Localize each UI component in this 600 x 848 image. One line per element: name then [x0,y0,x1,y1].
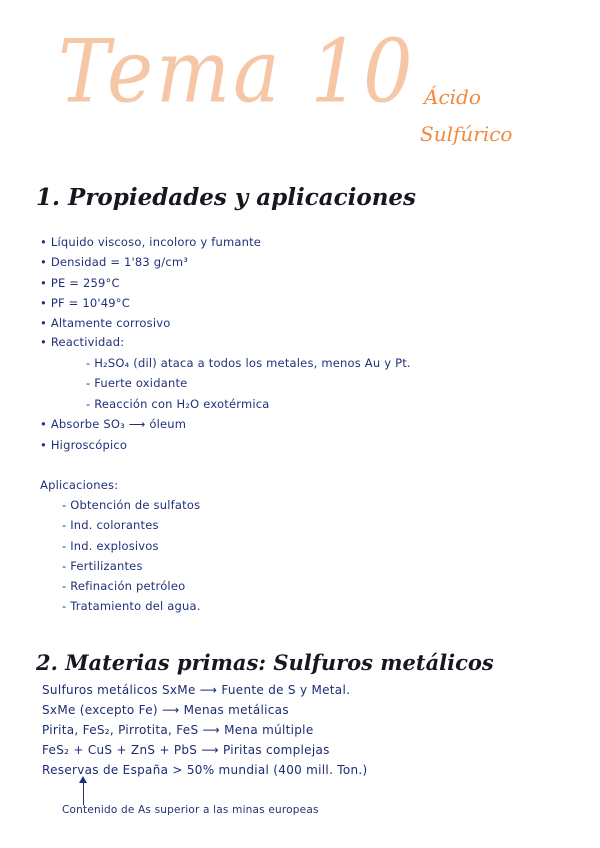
reactivity-subitem: - H₂SO₄ (dil) ataca a todos los metales, menos Au y Pt. [86,356,411,370]
section-2-heading: 2. Materias primas: Sulfuros metálicos [36,650,494,675]
property-item: • Densidad = 1'83 g/cm³ [40,255,189,269]
application-item: - Refinación petróleo [62,579,186,593]
raw-material-line: SxMe (excepto Fe) ⟶ Menas metálicas [42,703,289,717]
application-item: - Obtención de sulfatos [62,498,201,512]
applications-label: Aplicaciones: [40,478,119,492]
application-item: - Fertilizantes [62,559,143,573]
property-item: • Absorbe SO₃ ⟶ óleum [40,417,187,431]
subtitle-line-1: Ácido [424,85,481,109]
application-item: - Ind. colorantes [62,518,159,532]
section-1-heading: 1. Propiedades y aplicaciones [36,184,417,211]
raw-material-line: FeS₂ + CuS + ZnS + PbS ⟶ Piritas complejas [42,743,330,757]
footnote: Contenido de As superior a las minas europeas [62,804,319,816]
application-item: - Tratamiento del agua. [62,599,201,613]
property-item: • Líquido viscoso, incoloro y fumante [40,235,262,249]
property-item: • PF = 10'49°C [40,296,130,310]
raw-material-line: Reservas de España > 50% mundial (400 mill. Ton.) [42,763,368,777]
property-item: • Altamente corrosivo [40,316,171,330]
arrow-stem [83,781,84,805]
property-item: • Higroscópico [40,438,128,452]
property-item: • Reactividad: [40,335,125,349]
page-title: Tema 10 [58,22,416,123]
reactivity-subitem: - Fuerte oxidante [86,376,188,390]
property-item: • PE = 259°C [40,276,120,290]
reactivity-subitem: - Reacción con H₂O exotérmica [86,397,270,411]
subtitle-line-2: Sulfúrico [420,122,513,146]
raw-material-line: Sulfuros metálicos SxMe ⟶ Fuente de S y Metal. [42,683,351,697]
raw-material-line: Pirita, FeS₂, Pirrotita, FeS ⟶ Mena múltiple [42,723,314,737]
application-item: - Ind. explosivos [62,539,159,553]
